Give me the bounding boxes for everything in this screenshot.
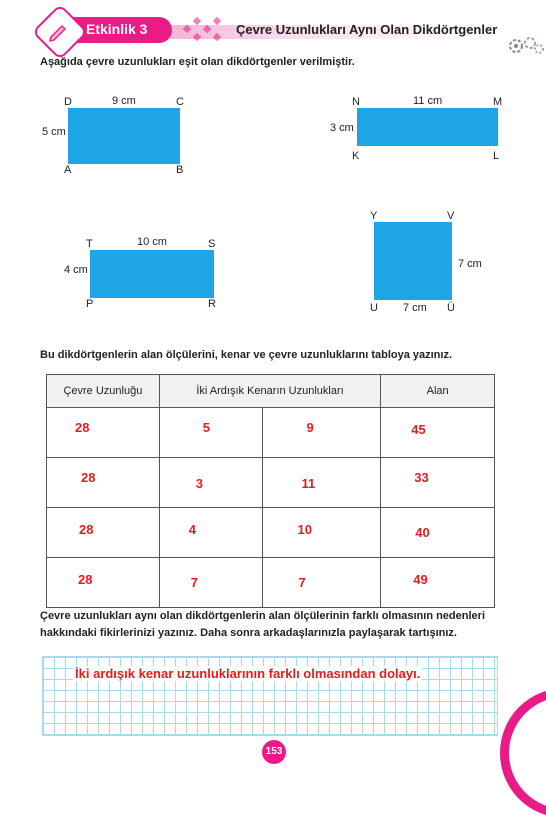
header-area: Alan	[381, 375, 495, 408]
handwritten-value: 28	[75, 420, 90, 435]
table-cell[interactable]	[47, 458, 160, 508]
table-cell[interactable]	[159, 408, 262, 458]
handwritten-value: 4	[188, 522, 197, 537]
vertex-label: Ü	[447, 302, 455, 314]
handwritten-value: 49	[413, 572, 428, 587]
vertex-label: R	[208, 298, 216, 310]
handwritten-value: 28	[81, 470, 96, 485]
vertex-label: Y	[370, 210, 378, 222]
handwritten-value: 7	[190, 575, 199, 590]
height-label: 7 cm	[458, 258, 482, 270]
width-label: 10 cm	[137, 236, 167, 248]
handwritten-value: 9	[306, 420, 314, 435]
handwritten-value: 11	[301, 476, 316, 491]
pencil-icon	[46, 18, 72, 44]
activity-badge-label: Etkinlik 3	[86, 21, 148, 37]
table-header-row	[47, 375, 495, 408]
table-cell[interactable]	[47, 508, 160, 558]
handwritten-value: 10	[297, 522, 313, 537]
table-cell[interactable]	[262, 458, 381, 508]
table-cell[interactable]	[262, 508, 381, 558]
table-cell[interactable]	[381, 408, 495, 458]
table-cell[interactable]	[381, 558, 495, 608]
height-label: 3 cm	[330, 122, 354, 134]
vertex-label: S	[208, 238, 216, 250]
handwritten-value: 28	[78, 572, 93, 587]
handwritten-value: 40	[415, 525, 430, 540]
vertex-label: M	[493, 96, 503, 108]
vertex-label: D	[64, 96, 72, 108]
page-number: 153	[262, 740, 286, 764]
decorative-diamonds	[176, 8, 234, 50]
table-row	[47, 458, 495, 508]
page-title: Çevre Uzunlukları Aynı Olan Dikdörtgenler	[236, 22, 498, 37]
height-label: 5 cm	[42, 126, 66, 138]
handwritten-value: 28	[79, 522, 94, 537]
handwritten-value: 33	[414, 470, 429, 485]
vertex-label: N	[352, 96, 360, 108]
table-cell[interactable]	[381, 508, 495, 558]
vertex-label: C	[176, 96, 184, 108]
table-cell[interactable]	[159, 558, 262, 608]
table-cell[interactable]	[159, 508, 262, 558]
width-label: 7 cm	[403, 302, 427, 314]
rectangle-dcba	[68, 108, 180, 164]
answer-table	[46, 374, 495, 608]
handwritten-value: 45	[411, 422, 426, 437]
vertex-label: U	[370, 302, 378, 314]
handwritten-answer: İki ardışık kenar uzunluklarının farklı olmasından dolayı.	[75, 666, 421, 681]
handwritten-value: 5	[202, 420, 211, 435]
intro-text: Aşağıda çevre uzunlukları eşit olan dikdörtgenler verilmiştir.	[40, 56, 355, 68]
header-perimeter: Çevre Uzunluğu	[47, 375, 160, 408]
vertex-label: B	[176, 164, 184, 176]
vertex-label: T	[86, 238, 93, 250]
vertex-label: P	[86, 298, 94, 310]
vertex-label: L	[493, 150, 500, 162]
width-label: 9 cm	[112, 95, 136, 107]
table-row	[47, 558, 495, 608]
vertex-label: A	[64, 164, 72, 176]
handwritten-value: 7	[298, 575, 306, 590]
rectangle-tsrp	[90, 250, 214, 298]
header-side-lengths: İki Ardışık Kenarın Uzunlukları	[159, 375, 380, 408]
width-label: 11 cm	[413, 95, 443, 107]
height-label: 4 cm	[64, 264, 88, 276]
rectangle-nmlk	[357, 108, 498, 146]
table-cell[interactable]	[47, 558, 160, 608]
table-cell[interactable]	[381, 458, 495, 508]
table-instruction: Bu dikdörtgenlerin alan ölçülerini, kenar ve çevre uzunluklarını tabloya yazınız.	[40, 349, 453, 361]
table-cell[interactable]	[47, 408, 160, 458]
corner-decoration	[500, 688, 546, 818]
table-row	[47, 408, 495, 458]
table-row	[47, 508, 495, 558]
square-yvuu	[374, 222, 452, 300]
vertex-label: K	[352, 150, 360, 162]
vertex-label: V	[447, 210, 455, 222]
table-cell[interactable]	[262, 408, 381, 458]
table-cell[interactable]	[262, 558, 381, 608]
question-text: Çevre uzunlukları aynı olan dikdörtgenlerin alan ölçülerinin farklı olmasının nedenleri hakkındaki fikirlerinizi yazınız. Daha sonra arkadaşlarınızla paylaşarak tartışınız.	[40, 610, 485, 639]
table-cell[interactable]	[159, 458, 262, 508]
handwritten-value: 3	[195, 476, 204, 491]
gears-icon	[506, 34, 544, 56]
